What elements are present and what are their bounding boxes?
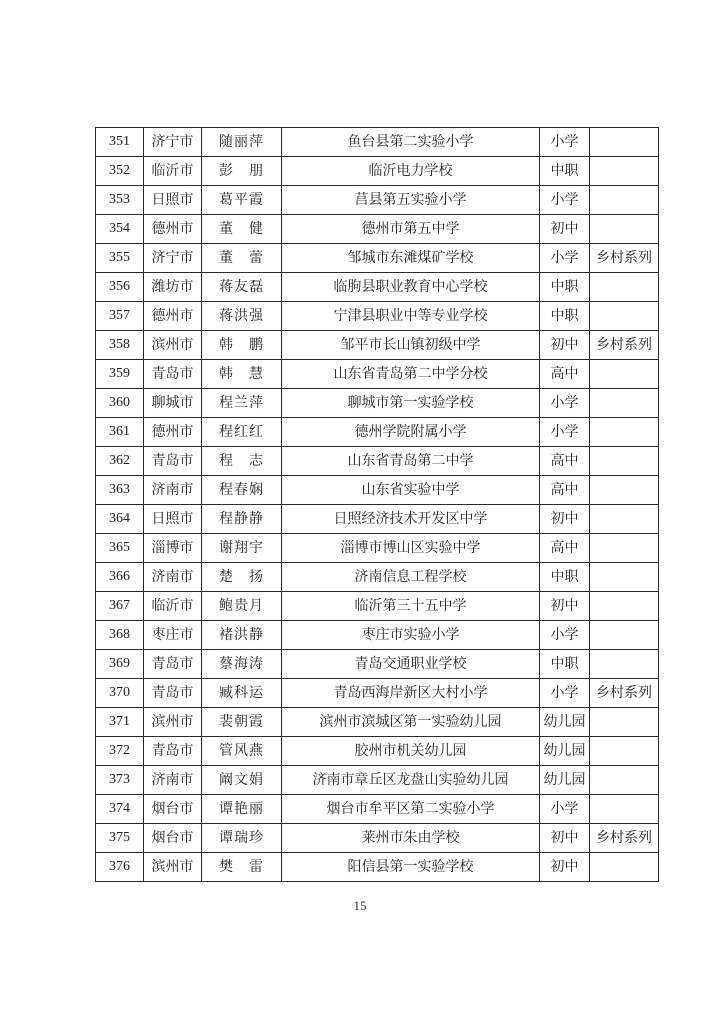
teacher-name-cell: 董 健 (202, 215, 282, 244)
teacher-name-cell: 程兰萍 (202, 389, 282, 418)
school-level-cell: 中职 (540, 650, 590, 679)
table-row (96, 447, 659, 476)
school-name-cell: 莱州市朱由学校 (282, 824, 540, 853)
school-level-cell: 小学 (540, 621, 590, 650)
school-name-cell: 德州市第五中学 (282, 215, 540, 244)
city-cell: 滨州市 (144, 331, 202, 360)
school-name-cell: 烟台市牟平区第二实验小学 (282, 795, 540, 824)
school-name-cell: 德州学院附属小学 (282, 418, 540, 447)
table-row (96, 244, 659, 273)
teacher-name-cell: 程红红 (202, 418, 282, 447)
school-level-cell: 初中 (540, 592, 590, 621)
table-row (96, 215, 659, 244)
table-row (96, 766, 659, 795)
school-name-cell: 临沂电力学校 (282, 157, 540, 186)
row-number-cell: 362 (96, 447, 144, 476)
table-row (96, 505, 659, 534)
school-level-cell: 小学 (540, 389, 590, 418)
note-cell (590, 795, 659, 824)
row-number-cell: 359 (96, 360, 144, 389)
school-name-cell: 邹平市长山镇初级中学 (282, 331, 540, 360)
row-number-cell: 354 (96, 215, 144, 244)
row-number-cell: 360 (96, 389, 144, 418)
teacher-name-cell: 葛平霞 (202, 186, 282, 215)
school-level-cell: 中职 (540, 273, 590, 302)
school-level-cell: 小学 (540, 795, 590, 824)
teacher-name-cell: 裴朝霞 (202, 708, 282, 737)
school-level-cell: 高中 (540, 534, 590, 563)
school-level-cell: 中职 (540, 563, 590, 592)
table-row (96, 360, 659, 389)
table-row (96, 708, 659, 737)
teacher-name-cell: 楚 扬 (202, 563, 282, 592)
teacher-name-cell: 蒋友磊 (202, 273, 282, 302)
school-name-cell: 山东省青岛第二中学分校 (282, 360, 540, 389)
note-cell (590, 505, 659, 534)
table-row (96, 737, 659, 766)
school-name-cell: 青岛西海岸新区大村小学 (282, 679, 540, 708)
teacher-list-table (95, 127, 659, 882)
city-cell: 聊城市 (144, 389, 202, 418)
note-cell: 乡村系列 (590, 244, 659, 273)
table-row (96, 157, 659, 186)
note-cell (590, 621, 659, 650)
school-level-cell: 初中 (540, 331, 590, 360)
teacher-name-cell: 阚文娟 (202, 766, 282, 795)
city-cell: 济宁市 (144, 244, 202, 273)
row-number-cell: 370 (96, 679, 144, 708)
city-cell: 滨州市 (144, 708, 202, 737)
city-cell: 青岛市 (144, 360, 202, 389)
teacher-name-cell: 程 志 (202, 447, 282, 476)
row-number-cell: 352 (96, 157, 144, 186)
school-level-cell: 幼儿园 (540, 708, 590, 737)
note-cell (590, 128, 659, 157)
row-number-cell: 372 (96, 737, 144, 766)
row-number-cell: 368 (96, 621, 144, 650)
city-cell: 淄博市 (144, 534, 202, 563)
row-number-cell: 364 (96, 505, 144, 534)
school-name-cell: 滨州市滨城区第一实验幼儿园 (282, 708, 540, 737)
row-number-cell: 365 (96, 534, 144, 563)
table-row (96, 273, 659, 302)
school-level-cell: 中职 (540, 302, 590, 331)
note-cell: 乡村系列 (590, 824, 659, 853)
city-cell: 德州市 (144, 418, 202, 447)
row-number-cell: 358 (96, 331, 144, 360)
teacher-name-cell: 程静静 (202, 505, 282, 534)
city-cell: 青岛市 (144, 737, 202, 766)
city-cell: 临沂市 (144, 592, 202, 621)
school-level-cell: 幼儿园 (540, 737, 590, 766)
teacher-name-cell: 程春娴 (202, 476, 282, 505)
table-row (96, 476, 659, 505)
row-number-cell: 366 (96, 563, 144, 592)
table-row (96, 563, 659, 592)
teacher-name-cell: 蔡海涛 (202, 650, 282, 679)
school-level-cell: 初中 (540, 215, 590, 244)
table-row (96, 418, 659, 447)
row-number-cell: 357 (96, 302, 144, 331)
city-cell: 枣庄市 (144, 621, 202, 650)
note-cell (590, 186, 659, 215)
city-cell: 滨州市 (144, 853, 202, 882)
school-name-cell: 宁津县职业中等专业学校 (282, 302, 540, 331)
table-row (96, 389, 659, 418)
row-number-cell: 375 (96, 824, 144, 853)
city-cell: 潍坊市 (144, 273, 202, 302)
row-number-cell: 374 (96, 795, 144, 824)
table-row (96, 679, 659, 708)
school-name-cell: 鱼台县第二实验小学 (282, 128, 540, 157)
row-number-cell: 355 (96, 244, 144, 273)
school-name-cell: 枣庄市实验小学 (282, 621, 540, 650)
note-cell: 乡村系列 (590, 331, 659, 360)
school-level-cell: 小学 (540, 128, 590, 157)
school-name-cell: 济南信息工程学校 (282, 563, 540, 592)
table-row (96, 621, 659, 650)
school-level-cell: 初中 (540, 824, 590, 853)
city-cell: 青岛市 (144, 679, 202, 708)
note-cell (590, 476, 659, 505)
note-cell (590, 650, 659, 679)
row-number-cell: 367 (96, 592, 144, 621)
note-cell (590, 157, 659, 186)
school-name-cell: 山东省实验中学 (282, 476, 540, 505)
note-cell (590, 853, 659, 882)
city-cell: 烟台市 (144, 824, 202, 853)
school-name-cell: 阳信县第一实验学校 (282, 853, 540, 882)
school-level-cell: 中职 (540, 157, 590, 186)
note-cell (590, 708, 659, 737)
school-level-cell: 小学 (540, 418, 590, 447)
school-name-cell: 胶州市机关幼儿园 (282, 737, 540, 766)
note-cell (590, 592, 659, 621)
note-cell (590, 737, 659, 766)
note-cell (590, 418, 659, 447)
school-name-cell: 青岛交通职业学校 (282, 650, 540, 679)
city-cell: 日照市 (144, 186, 202, 215)
row-number-cell: 356 (96, 273, 144, 302)
city-cell: 济南市 (144, 563, 202, 592)
row-number-cell: 351 (96, 128, 144, 157)
table-row (96, 186, 659, 215)
note-cell (590, 766, 659, 795)
table-row (96, 128, 659, 157)
teacher-name-cell: 樊 雷 (202, 853, 282, 882)
table-row (96, 331, 659, 360)
city-cell: 日照市 (144, 505, 202, 534)
table-row (96, 592, 659, 621)
city-cell: 济南市 (144, 476, 202, 505)
table-row (96, 302, 659, 331)
note-cell (590, 302, 659, 331)
school-level-cell: 小学 (540, 244, 590, 273)
table-row (96, 824, 659, 853)
school-level-cell: 小学 (540, 679, 590, 708)
city-cell: 青岛市 (144, 447, 202, 476)
row-number-cell: 369 (96, 650, 144, 679)
row-number-cell: 353 (96, 186, 144, 215)
teacher-name-cell: 谭艳丽 (202, 795, 282, 824)
table-row (96, 534, 659, 563)
teacher-name-cell: 管风燕 (202, 737, 282, 766)
teacher-name-cell: 褚洪静 (202, 621, 282, 650)
table-row (96, 853, 659, 882)
school-level-cell: 高中 (540, 360, 590, 389)
note-cell (590, 563, 659, 592)
note-cell (590, 534, 659, 563)
city-cell: 德州市 (144, 302, 202, 331)
teacher-name-cell: 蒋洪强 (202, 302, 282, 331)
teacher-name-cell: 臧科运 (202, 679, 282, 708)
note-cell (590, 360, 659, 389)
table-row (96, 650, 659, 679)
school-name-cell: 山东省青岛第二中学 (282, 447, 540, 476)
teacher-name-cell: 彭 朋 (202, 157, 282, 186)
teacher-name-cell: 随丽萍 (202, 128, 282, 157)
row-number-cell: 376 (96, 853, 144, 882)
school-name-cell: 聊城市第一实验学校 (282, 389, 540, 418)
row-number-cell: 361 (96, 418, 144, 447)
school-level-cell: 高中 (540, 447, 590, 476)
note-cell (590, 389, 659, 418)
school-name-cell: 临朐县职业教育中心学校 (282, 273, 540, 302)
teacher-name-cell: 谢翔宇 (202, 534, 282, 563)
teacher-name-cell: 韩 慧 (202, 360, 282, 389)
school-level-cell: 高中 (540, 476, 590, 505)
note-cell (590, 447, 659, 476)
teacher-name-cell: 谭瑞珍 (202, 824, 282, 853)
note-cell (590, 273, 659, 302)
table-row (96, 795, 659, 824)
school-level-cell: 幼儿园 (540, 766, 590, 795)
school-name-cell: 邹城市东滩煤矿学校 (282, 244, 540, 273)
school-level-cell: 初中 (540, 853, 590, 882)
city-cell: 德州市 (144, 215, 202, 244)
note-cell (590, 215, 659, 244)
note-cell: 乡村系列 (590, 679, 659, 708)
table-body (96, 128, 659, 882)
school-name-cell: 临沂第三十五中学 (282, 592, 540, 621)
teacher-name-cell: 鲍贵月 (202, 592, 282, 621)
school-name-cell: 淄博市博山区实验中学 (282, 534, 540, 563)
school-level-cell: 小学 (540, 186, 590, 215)
school-level-cell: 初中 (540, 505, 590, 534)
school-name-cell: 莒县第五实验小学 (282, 186, 540, 215)
teacher-name-cell: 董 蕾 (202, 244, 282, 273)
city-cell: 临沂市 (144, 157, 202, 186)
row-number-cell: 363 (96, 476, 144, 505)
city-cell: 烟台市 (144, 795, 202, 824)
teacher-name-cell: 韩 鹏 (202, 331, 282, 360)
city-cell: 青岛市 (144, 650, 202, 679)
page-number: 15 (353, 898, 367, 913)
row-number-cell: 373 (96, 766, 144, 795)
school-name-cell: 济南市章丘区龙盘山实验幼儿园 (282, 766, 540, 795)
city-cell: 济南市 (144, 766, 202, 795)
row-number-cell: 371 (96, 708, 144, 737)
school-name-cell: 日照经济技术开发区中学 (282, 505, 540, 534)
city-cell: 济宁市 (144, 128, 202, 157)
